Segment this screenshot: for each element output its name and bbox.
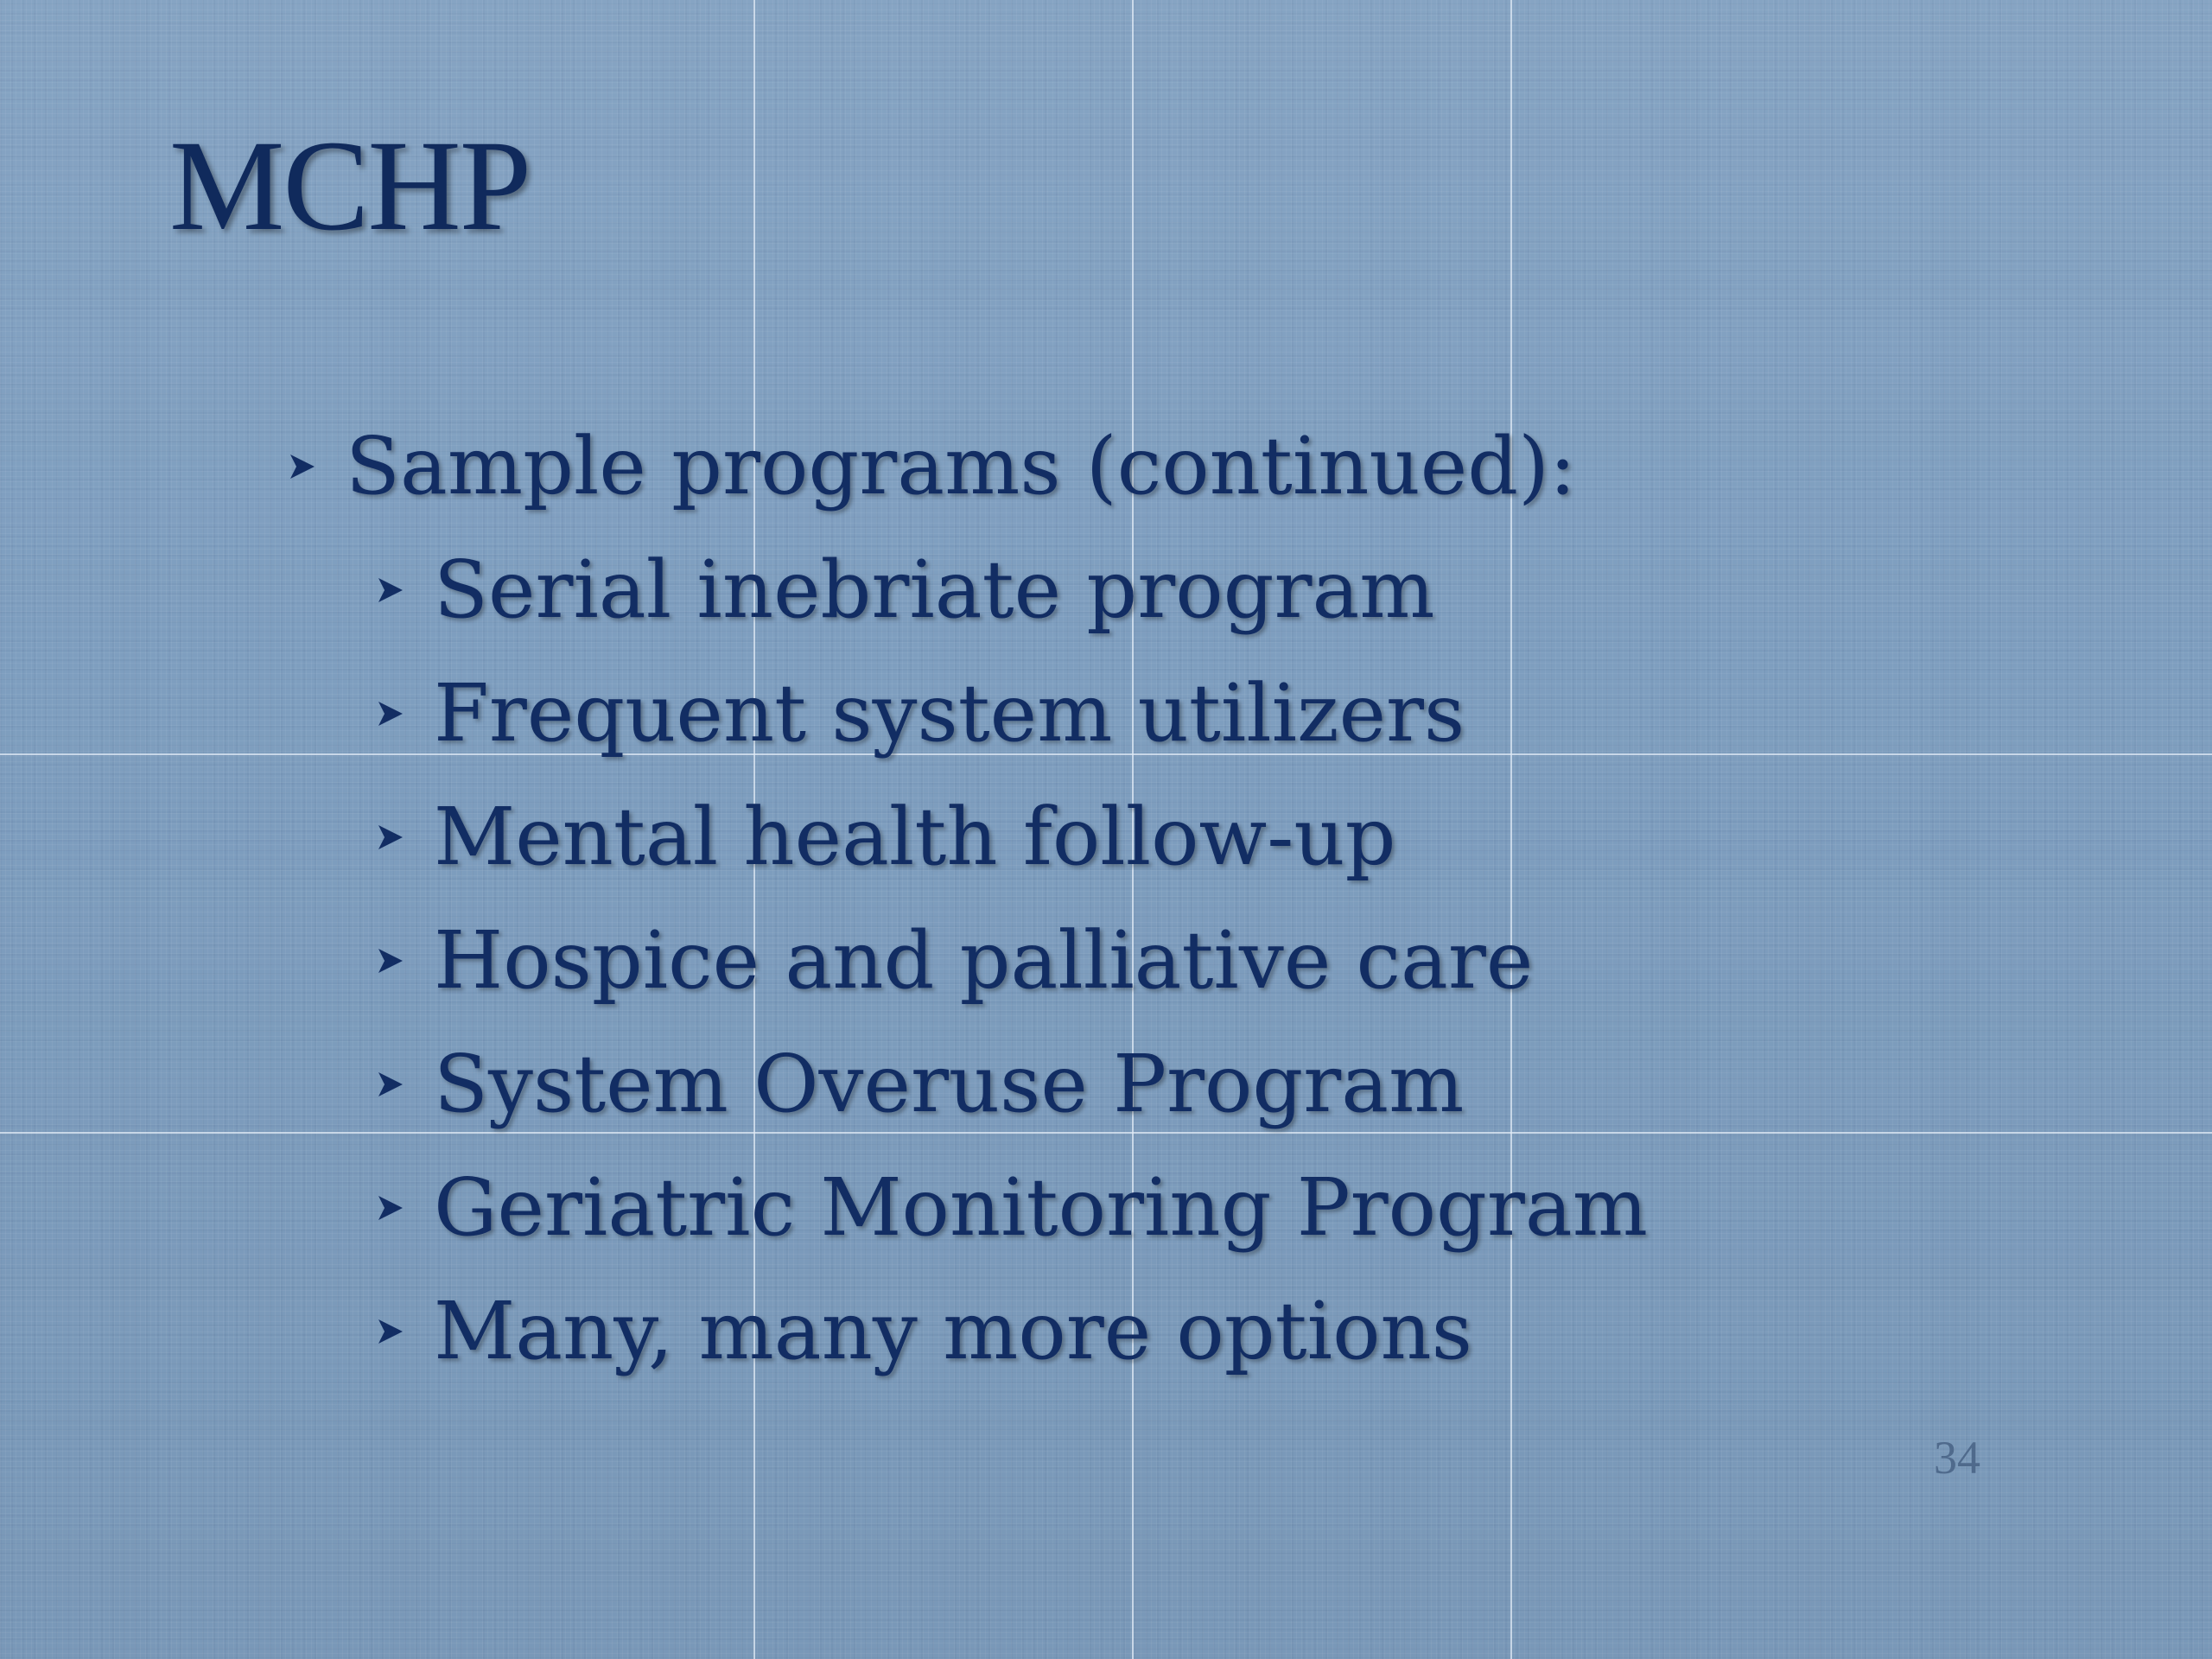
bullet-text: Mental health follow-up — [434, 791, 1396, 883]
sub-bullet-item — [373, 1022, 2013, 1146]
bullet-text: Many, many more options — [434, 1285, 1472, 1377]
sub-bullet-item — [373, 899, 2013, 1022]
bullet-text: Sample programs (continued): — [346, 420, 1576, 512]
bullet-text: System Overuse Program — [434, 1038, 1465, 1130]
bullet-item — [285, 404, 2013, 528]
bullet-text: Geriatric Monitoring Program — [434, 1161, 1648, 1254]
sub-bullet-item — [373, 1146, 2013, 1269]
arrow-bullet-icon — [373, 820, 408, 855]
arrow-bullet-icon — [373, 696, 408, 731]
bullet-text: Hospice and palliative care — [434, 914, 1534, 1007]
bullet-list — [285, 404, 2013, 1393]
sub-bullet-item — [373, 1269, 2013, 1393]
arrow-bullet-icon — [373, 944, 408, 978]
arrow-bullet-icon — [285, 449, 320, 484]
arrow-bullet-icon — [373, 1191, 408, 1225]
bullet-text: Serial inebriate program — [434, 543, 1435, 636]
bullet-text: Frequent system utilizers — [434, 667, 1465, 760]
slide-title: MCHP — [169, 114, 531, 257]
arrow-bullet-icon — [373, 1314, 408, 1349]
sub-bullet-item — [373, 528, 2013, 652]
arrow-bullet-icon — [373, 573, 408, 607]
arrow-bullet-icon — [373, 1067, 408, 1102]
slide-number: 34 — [1934, 1432, 1980, 1484]
sub-bullet-item — [373, 775, 2013, 899]
sub-bullet-item — [373, 652, 2013, 775]
